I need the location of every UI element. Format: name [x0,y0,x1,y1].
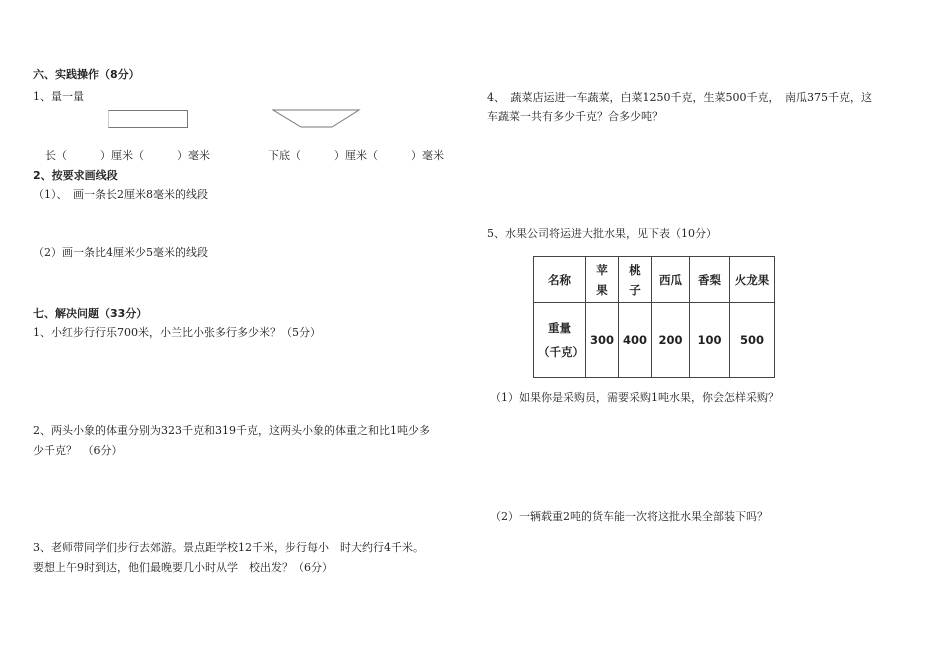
base-answer-line: 下底（ ）厘米（ ）毫米 [268,149,444,162]
section-6-title: 六、实践操作（8分） [33,68,140,81]
problem-5-2: （2）一辆载重2吨的货车能一次将这批水果全部装下吗？ [490,510,768,523]
length-answer-line: 长（ ）厘米（ ）毫米 [45,149,210,162]
table-cell: 200 [652,303,690,378]
table-header-cell: 香梨 [690,257,730,303]
table-cell: 500 [730,303,775,378]
question-1-measure: 1、量一量 [33,90,84,103]
table-cell: 100 [690,303,730,378]
question-2-1: （1）、 画一条长2厘米8毫米的线段 [33,188,208,201]
problem-4-line-1: 4、 蔬菜店运进一车蔬菜，白菜1250千克，生菜500千克， 南瓜375千克，这 [487,91,872,104]
problem-5-1: （1）如果你是采购员，需要采购1吨水果，你会怎样采购？ [490,391,779,404]
problem-3-line-2: 要想上午9时到达，他们最晚要几小时从学 校出发？（6分） [33,561,333,574]
section-7-title: 七、解决问题（33分） [33,307,148,320]
question-2-title: 2、按要求画线段 [33,169,118,182]
problem-4-line-2: 车蔬菜一共有多少千克？合多少吨？ [487,110,663,123]
table-cell: 300 [586,303,619,378]
table-header-cell: 火龙果 [730,257,775,303]
table-header-cell: 苹果 [586,257,619,303]
trapezoid-figure [272,108,362,130]
table-header-cell: 名称 [534,257,586,303]
problem-3-line-1: 3、老师带同学们步行去郊游。景点距学校12千米，步行每小 时大约行4千米。 [33,541,424,554]
problem-5: 5、水果公司将运进大批水果，见下表（10分） [487,227,717,240]
table-header-row [534,257,775,303]
table-cell: 重量（千克） [534,303,586,378]
problem-2-line-1: 2、两头小象的体重分别为323千克和319千克，这两头小象的体重之和比1吨少多 [33,424,430,437]
table-header-cell: 桃子 [619,257,652,303]
problem-1: 1、小红步行行乐700米，小兰比小张多行多少米？（5分） [33,326,321,339]
fruit-table [533,256,775,378]
table-header-cell: 西瓜 [652,257,690,303]
table-row [534,303,775,378]
question-2-2: （2）画一条比4厘米少5毫米的线段 [33,246,208,259]
table-cell: 400 [619,303,652,378]
rectangle-figure [108,110,188,128]
problem-2-line-2: 少千克？ （6分） [33,444,123,457]
